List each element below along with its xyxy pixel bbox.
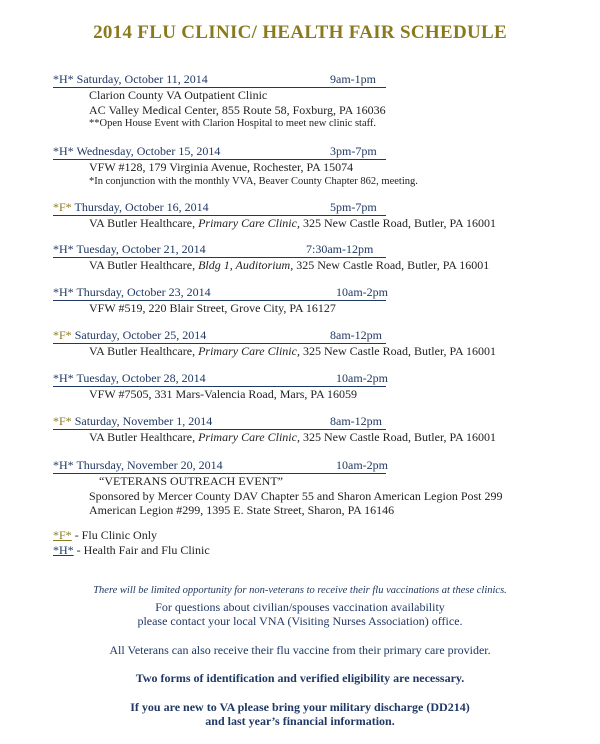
questions-line-2: please contact your local VNA (Visiting Nurses Association) office. [137, 614, 463, 628]
legend-code: *H* [53, 543, 74, 557]
event-date: Thursday, October 16, 2014 [74, 200, 209, 214]
event-oct-11 [53, 72, 573, 132]
event-oct-23 [53, 285, 573, 316]
event-time: 10am-2pm [336, 458, 388, 472]
legend-item-flu [53, 528, 210, 543]
event-time: 10am-2pm [336, 285, 388, 299]
event-line: VFW #128, 179 Virginia Avenue, Rochester, PA 15074 [89, 160, 354, 174]
event-code: *H* [53, 242, 74, 256]
event-nov-1 [53, 414, 573, 445]
event-line: AC Valley Medical Center, 855 Route 58, Foxburg, PA 16036 [89, 102, 386, 117]
event-line: VA Butler Healthcare, Primary Care Clinic, 325 New Castle Road, Butler, PA 16001 [89, 216, 497, 230]
event-code: *F* [53, 414, 72, 428]
event-time: 8am-12pm [330, 328, 382, 342]
event-code: *H* [53, 72, 74, 86]
event-line: Sponsored by Mercer County DAV Chapter 55 and Sharon American Legion Post 299 [89, 488, 503, 503]
event-line: VA Butler Healthcare, Primary Care Clinic, 325 New Castle Road, Butler, PA 16001 [89, 430, 497, 444]
new-to-va-line-1: If you are new to VA please bring your military discharge (DD214) [130, 700, 470, 714]
event-header [53, 200, 386, 216]
event-header [53, 458, 386, 474]
event-header [53, 242, 386, 258]
event-code: *H* [53, 371, 74, 385]
event-oct-15 [53, 144, 573, 189]
event-oct-28 [53, 371, 573, 402]
event-date: Wednesday, October 15, 2014 [76, 144, 221, 158]
page-title: 2014 FLU CLINIC/ HEALTH FAIR SCHEDULE [93, 22, 507, 43]
event-header [53, 414, 386, 430]
event-date: Tuesday, October 21, 2014 [76, 242, 206, 256]
event-header [53, 144, 386, 160]
event-oct-21 [53, 242, 573, 273]
event-line: VA Butler Healthcare, Bldg 1, Auditorium, 325 New Castle Road, Butler, PA 16001 [89, 258, 490, 272]
event-date: Thursday, October 23, 2014 [76, 285, 211, 299]
event-line: Clarion County VA Outpatient Clinic [89, 88, 268, 102]
event-date: Tuesday, October 28, 2014 [76, 371, 206, 385]
event-code: *H* [53, 285, 74, 299]
veterans-note: All Veterans can also receive their flu vaccine from their primary care provider. [109, 643, 491, 657]
legend-text: - Flu Clinic Only [71, 528, 158, 542]
event-details [53, 216, 573, 231]
legend-code: *F* [53, 528, 72, 542]
event-details [53, 387, 573, 402]
event-title: “VETERANS OUTREACH EVENT” [99, 474, 283, 488]
event-date: Thursday, November 20, 2014 [76, 458, 223, 472]
questions-line-1: For questions about civilian/spouses vaccination availability [155, 600, 445, 614]
event-date: Saturday, November 1, 2014 [74, 414, 213, 428]
legend-item-health-fair [53, 543, 210, 558]
event-nov-20 [53, 458, 573, 518]
event-header [53, 72, 386, 88]
event-oct-25 [53, 328, 573, 359]
event-line: VFW #519, 220 Blair Street, Grove City, PA 16127 [89, 301, 336, 315]
legend [53, 528, 210, 558]
event-time: 10am-2pm [336, 371, 388, 385]
event-oct-16 [53, 200, 573, 231]
event-time: 5pm-7pm [330, 200, 377, 214]
event-details [53, 160, 573, 189]
event-details [53, 344, 573, 359]
event-note: **Open House Event with Clarion Hospital to meet new clinic staff. [89, 118, 377, 129]
event-date: Saturday, October 11, 2014 [76, 72, 208, 86]
id-note: Two forms of identification and verified eligibility are necessary. [135, 671, 465, 685]
event-details [53, 88, 573, 132]
legend-text: - Health Fair and Flu Clinic [73, 543, 210, 557]
new-to-va-line-2: and last year’s financial information. [205, 714, 395, 728]
event-date: Saturday, October 25, 2014 [74, 328, 207, 342]
event-line: VFW #7505, 331 Mars-Valencia Road, Mars, PA 16059 [89, 387, 357, 401]
event-header [53, 371, 386, 387]
event-note: *In conjunction with the monthly VVA, Beaver County Chapter 862, meeting. [89, 175, 418, 187]
event-details [53, 258, 573, 273]
event-line: American Legion #299, 1395 E. State Street, Sharon, PA 16146 [89, 503, 395, 517]
event-details [53, 430, 573, 445]
event-code: *F* [53, 328, 72, 342]
event-header [53, 328, 386, 344]
event-time: 9am-1pm [330, 72, 376, 86]
event-details [53, 474, 573, 518]
non-veteran-note: There will be limited opportunity for non-veterans to receive their flu vaccinations at these clinics. [93, 585, 507, 596]
event-line: VA Butler Healthcare, Primary Care Clinic, 325 New Castle Road, Butler, PA 16001 [89, 344, 497, 358]
event-code: *H* [53, 458, 74, 472]
event-time: 7:30am-12pm [306, 242, 374, 256]
event-time: 3pm-7pm [330, 144, 377, 158]
event-time: 8am-12pm [330, 414, 382, 428]
event-details [53, 301, 573, 316]
event-code: *H* [53, 144, 74, 158]
event-header [53, 285, 386, 301]
event-code: *F* [53, 200, 72, 214]
